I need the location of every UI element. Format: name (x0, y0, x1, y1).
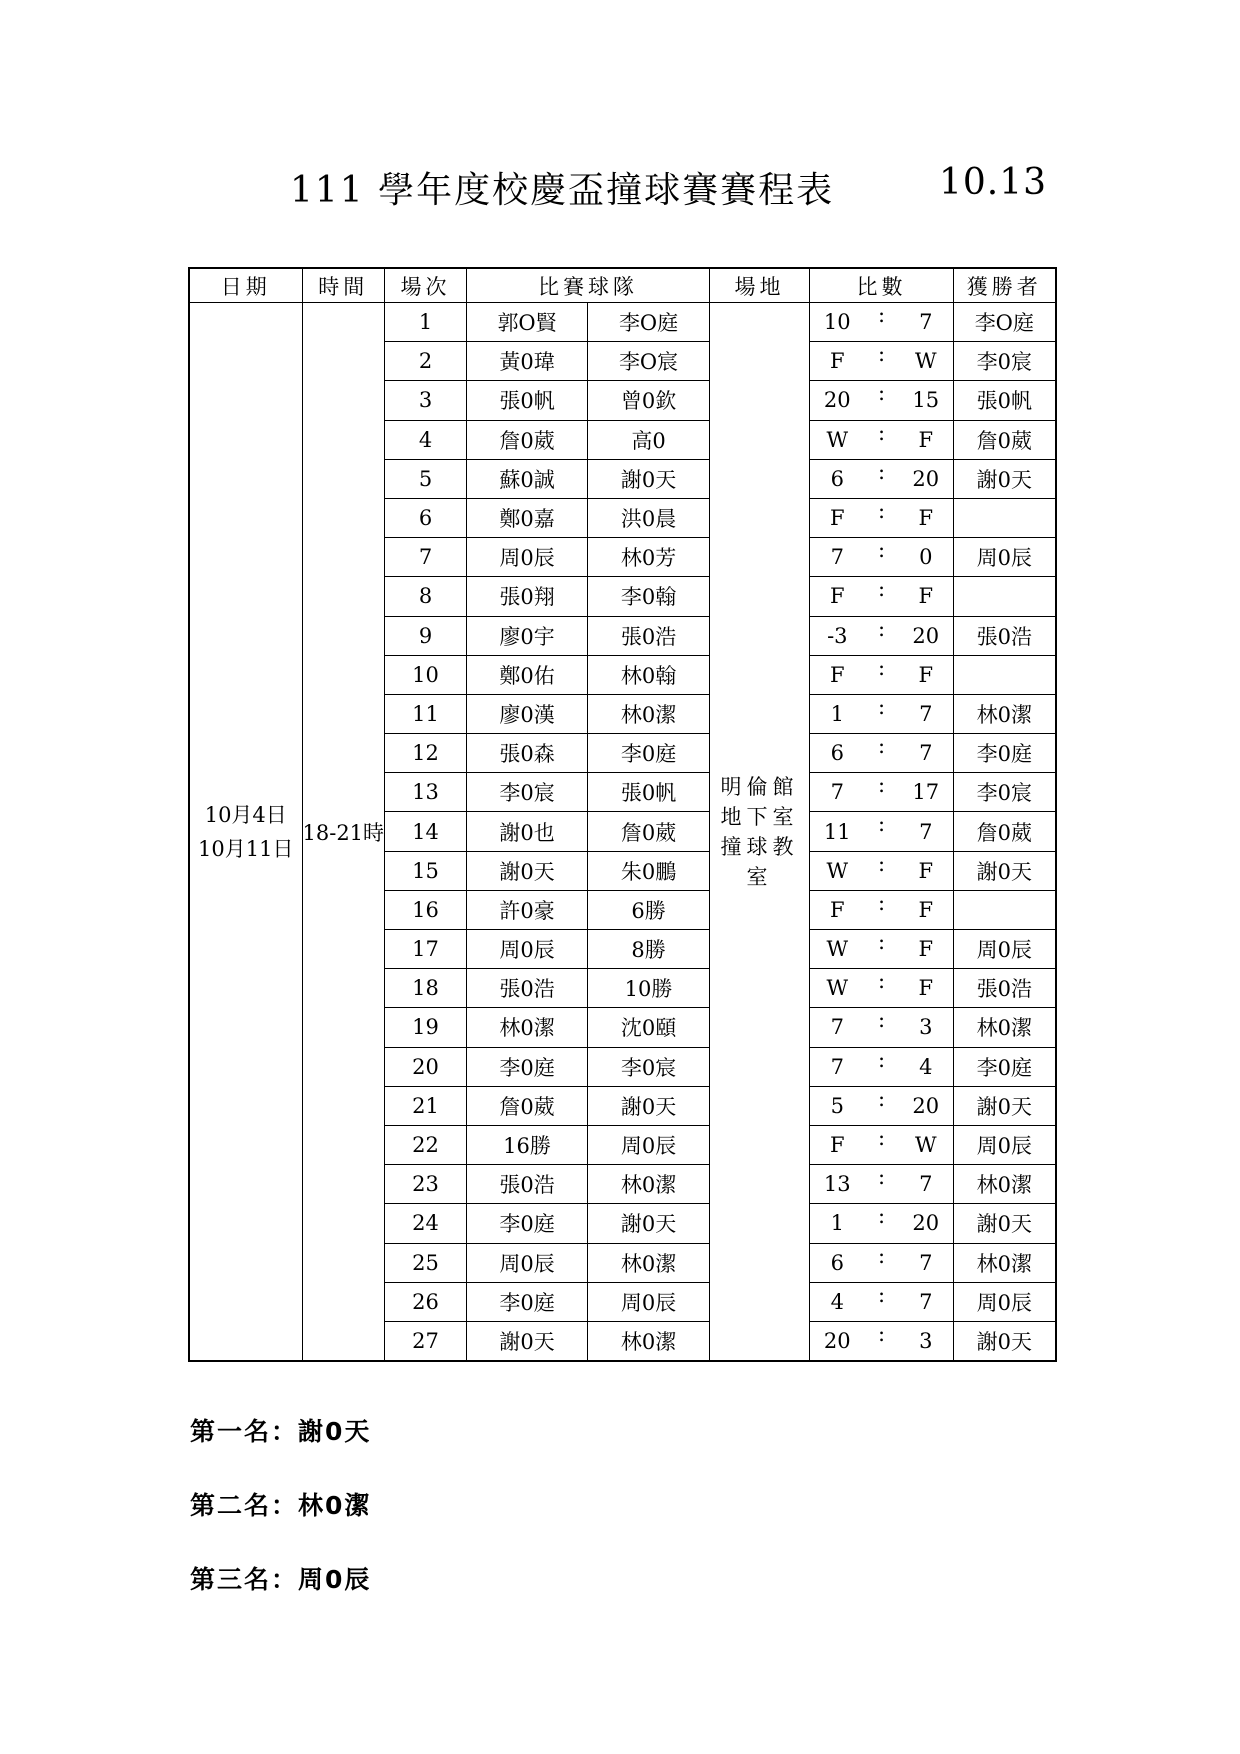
score-b: 4 (899, 1047, 954, 1086)
schedule-table (188, 267, 1057, 1362)
score-separator: : (865, 1204, 899, 1243)
score-b: 7 (899, 303, 954, 342)
team-b: 10勝 (588, 969, 710, 1008)
round-number: 2 (385, 342, 467, 381)
round-number: 3 (385, 381, 467, 420)
team-b: 林0潔 (588, 1243, 710, 1282)
schedule-body (189, 303, 1056, 1362)
score-b: 20 (899, 1204, 954, 1243)
score-separator: : (865, 655, 899, 694)
round-number: 26 (385, 1282, 467, 1321)
team-b: 李O庭 (588, 303, 710, 342)
score-separator: : (865, 381, 899, 420)
score-b: F (899, 890, 954, 929)
score-a: W (810, 930, 865, 969)
team-b: 詹0葳 (588, 812, 710, 851)
score-a: 13 (810, 1165, 865, 1204)
score-a: -3 (810, 616, 865, 655)
score-b: F (899, 577, 954, 616)
round-number: 22 (385, 1125, 467, 1164)
score-a: 7 (810, 1047, 865, 1086)
score-b: 20 (899, 616, 954, 655)
team-b: 林0芳 (588, 538, 710, 577)
team-a: 廖0宇 (467, 616, 588, 655)
round-number: 8 (385, 577, 467, 616)
winner: 謝0天 (954, 459, 1056, 498)
round-number: 7 (385, 538, 467, 577)
winner: 林0潔 (954, 1008, 1056, 1047)
team-b: 林0潔 (588, 1321, 710, 1361)
team-a: 林0潔 (467, 1008, 588, 1047)
score-a: W (810, 420, 865, 459)
round-number: 21 (385, 1086, 467, 1125)
team-a: 鄭0嘉 (467, 498, 588, 537)
score-separator: : (865, 1282, 899, 1321)
team-a: 黃0瑋 (467, 342, 588, 381)
team-a: 詹0葳 (467, 1086, 588, 1125)
winner: 謝0天 (954, 1204, 1056, 1243)
team-a: 蘇0誠 (467, 459, 588, 498)
score-a: F (810, 655, 865, 694)
team-a: 李0宸 (467, 773, 588, 812)
table-row (189, 303, 1056, 342)
team-a: 張0浩 (467, 969, 588, 1008)
score-separator: : (865, 773, 899, 812)
header-score: 比數 (810, 268, 954, 303)
venue-cell: 明倫館地下室撞球教室 (710, 303, 810, 1362)
score-separator: : (865, 538, 899, 577)
score-a: F (810, 577, 865, 616)
winner (954, 577, 1056, 616)
score-b: 7 (899, 812, 954, 851)
team-b: 洪0晨 (588, 498, 710, 537)
score-separator: : (865, 969, 899, 1008)
score-a: F (810, 498, 865, 537)
score-a: 6 (810, 734, 865, 773)
score-a: F (810, 342, 865, 381)
score-separator: : (865, 342, 899, 381)
score-a: W (810, 969, 865, 1008)
round-number: 4 (385, 420, 467, 459)
score-separator: : (865, 812, 899, 851)
score-separator: : (865, 616, 899, 655)
team-b: 周0辰 (588, 1125, 710, 1164)
header-winner: 獲勝者 (954, 268, 1056, 303)
score-a: 6 (810, 1243, 865, 1282)
winner: 李O庭 (954, 303, 1056, 342)
round-number: 27 (385, 1321, 467, 1361)
team-b: 李0庭 (588, 734, 710, 773)
document-date: 10.13 (939, 162, 1048, 203)
score-b: 7 (899, 1243, 954, 1282)
winner: 李0庭 (954, 1047, 1056, 1086)
winner: 周0辰 (954, 1125, 1056, 1164)
score-separator: : (865, 1125, 899, 1164)
team-b: 周0辰 (588, 1282, 710, 1321)
winner: 周0辰 (954, 1282, 1056, 1321)
team-b: 張0帆 (588, 773, 710, 812)
score-b: 7 (899, 694, 954, 733)
score-separator: : (865, 1047, 899, 1086)
winner: 周0辰 (954, 538, 1056, 577)
team-a: 謝0天 (467, 1321, 588, 1361)
score-a: 1 (810, 1204, 865, 1243)
team-a: 詹0葳 (467, 420, 588, 459)
score-separator: : (865, 303, 899, 342)
round-number: 25 (385, 1243, 467, 1282)
round-number: 24 (385, 1204, 467, 1243)
result-second-place: 第二名：林0潔 (190, 1491, 372, 1520)
winner: 李0宸 (954, 342, 1056, 381)
score-a: F (810, 1125, 865, 1164)
team-b: 李0宸 (588, 1047, 710, 1086)
team-a: 張0帆 (467, 381, 588, 420)
team-b: 6勝 (588, 890, 710, 929)
score-a: 7 (810, 538, 865, 577)
team-a: 廖0漢 (467, 694, 588, 733)
winner: 林0潔 (954, 694, 1056, 733)
team-a: 謝0天 (467, 851, 588, 890)
round-number: 6 (385, 498, 467, 537)
team-b: 林0翰 (588, 655, 710, 694)
team-b: 謝0天 (588, 1204, 710, 1243)
winner: 周0辰 (954, 930, 1056, 969)
winner (954, 655, 1056, 694)
team-b: 林0潔 (588, 694, 710, 733)
score-b: 0 (899, 538, 954, 577)
team-a: 李0庭 (467, 1047, 588, 1086)
winner: 謝0天 (954, 1321, 1056, 1361)
winner: 林0潔 (954, 1165, 1056, 1204)
round-number: 10 (385, 655, 467, 694)
round-number: 16 (385, 890, 467, 929)
score-separator: : (865, 459, 899, 498)
winner: 林0潔 (954, 1243, 1056, 1282)
score-b: F (899, 851, 954, 890)
score-separator: : (865, 890, 899, 929)
team-b: 高0 (588, 420, 710, 459)
header-round: 場次 (385, 268, 467, 303)
winner: 詹0葳 (954, 420, 1056, 459)
winner (954, 890, 1056, 929)
round-number: 5 (385, 459, 467, 498)
score-separator: : (865, 420, 899, 459)
winner: 謝0天 (954, 851, 1056, 890)
team-b: 謝0天 (588, 459, 710, 498)
round-number: 20 (385, 1047, 467, 1086)
team-a: 16勝 (467, 1125, 588, 1164)
winner: 李0庭 (954, 734, 1056, 773)
score-a: 7 (810, 773, 865, 812)
score-a: W (810, 851, 865, 890)
score-separator: : (865, 498, 899, 537)
result-first-place: 第一名：謝0天 (190, 1417, 372, 1446)
header-time: 時間 (302, 268, 385, 303)
date-line-2: 10月11日 (198, 836, 294, 861)
team-a: 謝0也 (467, 812, 588, 851)
score-b: 3 (899, 1008, 954, 1047)
score-b: F (899, 930, 954, 969)
team-a: 張0翔 (467, 577, 588, 616)
score-b: F (899, 655, 954, 694)
score-a: 7 (810, 1008, 865, 1047)
round-number: 23 (385, 1165, 467, 1204)
team-a: 周0辰 (467, 538, 588, 577)
score-separator: : (865, 1321, 899, 1361)
round-number: 1 (385, 303, 467, 342)
winner: 張0浩 (954, 969, 1056, 1008)
score-a: 6 (810, 459, 865, 498)
round-number: 14 (385, 812, 467, 851)
team-a: 李0庭 (467, 1204, 588, 1243)
document-title: 111 學年度校慶盃撞球賽賽程表 (290, 170, 835, 211)
score-b: 3 (899, 1321, 954, 1361)
header-row (189, 268, 1056, 303)
result-third-place: 第三名：周0辰 (190, 1565, 372, 1594)
winner (954, 498, 1056, 537)
team-a: 周0辰 (467, 1243, 588, 1282)
score-separator: : (865, 930, 899, 969)
team-b: 李0翰 (588, 577, 710, 616)
team-b: 李O宸 (588, 342, 710, 381)
score-separator: : (865, 1008, 899, 1047)
header-teams: 比賽球隊 (467, 268, 710, 303)
date-line-1: 10月4日 (204, 802, 287, 827)
round-number: 12 (385, 734, 467, 773)
score-a: 5 (810, 1086, 865, 1125)
score-b: W (899, 342, 954, 381)
score-b: F (899, 969, 954, 1008)
team-a: 周0辰 (467, 930, 588, 969)
score-a: 4 (810, 1282, 865, 1321)
score-b: 20 (899, 459, 954, 498)
team-a: 許0豪 (467, 890, 588, 929)
team-b: 8勝 (588, 930, 710, 969)
header-date: 日期 (189, 268, 302, 303)
score-b: W (899, 1125, 954, 1164)
score-b: 17 (899, 773, 954, 812)
score-separator: : (865, 851, 899, 890)
date-cell (189, 303, 302, 1362)
score-separator: : (865, 694, 899, 733)
score-separator: : (865, 577, 899, 616)
score-b: 20 (899, 1086, 954, 1125)
score-separator: : (865, 1165, 899, 1204)
team-b: 謝0天 (588, 1086, 710, 1125)
score-b: 7 (899, 1282, 954, 1321)
round-number: 17 (385, 930, 467, 969)
time-cell: 18-21時 (302, 303, 385, 1362)
team-b: 朱0鵬 (588, 851, 710, 890)
team-a: 郭O賢 (467, 303, 588, 342)
score-a: 20 (810, 381, 865, 420)
winner: 張0帆 (954, 381, 1056, 420)
team-b: 張0浩 (588, 616, 710, 655)
score-a: 10 (810, 303, 865, 342)
round-number: 9 (385, 616, 467, 655)
winner: 詹0葳 (954, 812, 1056, 851)
team-b: 曾0欽 (588, 381, 710, 420)
team-b: 沈0頤 (588, 1008, 710, 1047)
score-b: 15 (899, 381, 954, 420)
round-number: 11 (385, 694, 467, 733)
round-number: 15 (385, 851, 467, 890)
round-number: 13 (385, 773, 467, 812)
winner: 謝0天 (954, 1086, 1056, 1125)
score-b: 7 (899, 1165, 954, 1204)
header-venue: 場地 (710, 268, 810, 303)
score-b: F (899, 420, 954, 459)
winner: 李0宸 (954, 773, 1056, 812)
team-a: 張0森 (467, 734, 588, 773)
team-b: 林0潔 (588, 1165, 710, 1204)
score-separator: : (865, 1243, 899, 1282)
team-a: 李0庭 (467, 1282, 588, 1321)
score-separator: : (865, 1086, 899, 1125)
score-a: F (810, 890, 865, 929)
score-b: 7 (899, 734, 954, 773)
score-a: 20 (810, 1321, 865, 1361)
score-a: 1 (810, 694, 865, 733)
score-b: F (899, 498, 954, 537)
score-a: 11 (810, 812, 865, 851)
score-separator: : (865, 734, 899, 773)
team-a: 鄭0佑 (467, 655, 588, 694)
winner: 張0浩 (954, 616, 1056, 655)
round-number: 18 (385, 969, 467, 1008)
round-number: 19 (385, 1008, 467, 1047)
team-a: 張0浩 (467, 1165, 588, 1204)
